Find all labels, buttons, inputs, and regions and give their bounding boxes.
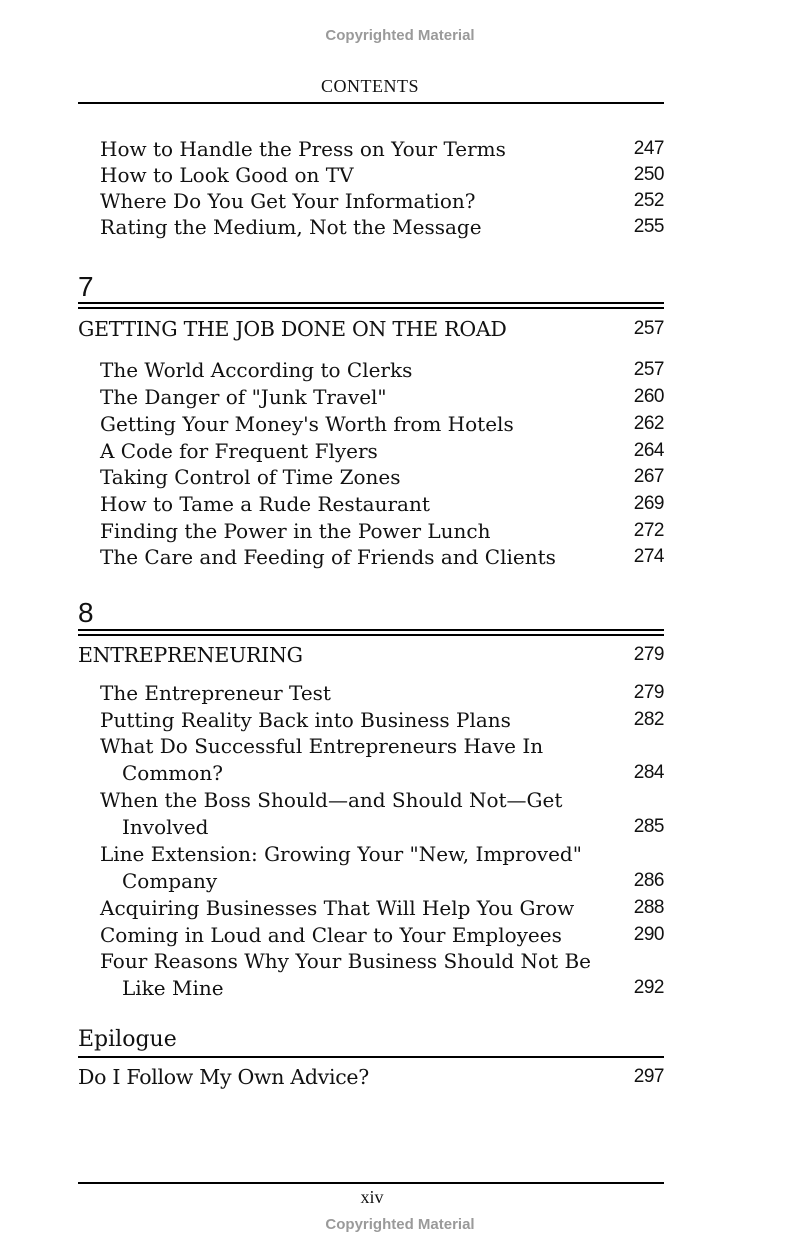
toc-entry-page: 272	[633, 520, 664, 541]
toc-entry-title: Getting Your Money's Worth from Hotels	[100, 412, 514, 436]
epilogue-label: Epilogue	[78, 1027, 177, 1052]
toc-entry-title: Putting Reality Back into Business Plans	[100, 708, 511, 732]
toc-entry-page: 267	[633, 466, 664, 487]
toc-entry-title-continued: Involved	[122, 815, 209, 839]
epilogue-title: Do I Follow My Own Advice?	[78, 1065, 369, 1089]
toc-entry-page: 292	[633, 977, 664, 998]
toc-entry-title: The Danger of "Junk Travel"	[100, 385, 387, 409]
toc-entry-page: 264	[633, 440, 664, 461]
toc-entry-title: Four Reasons Why Your Business Should Not Be	[100, 949, 592, 973]
running-header: CONTENTS	[321, 76, 419, 96]
toc-entry-title-continued: Common?	[122, 761, 223, 785]
toc-entry-page: 257	[633, 359, 664, 380]
toc-entry	[78, 214, 664, 240]
toc-entry-title: Line Extension: Growing Your "New, Improved"	[100, 842, 582, 866]
toc-entry	[78, 491, 664, 517]
chapter-page: 257	[633, 318, 664, 339]
toc-entry	[78, 438, 664, 464]
copyright-notice-top: Copyrighted Material	[325, 27, 475, 44]
toc-entry	[78, 922, 664, 948]
toc-entry-page: 250	[633, 164, 664, 185]
chapter-double-rule-top	[78, 302, 664, 304]
toc-entry-title: A Code for Frequent Flyers	[100, 439, 378, 463]
toc-entry	[78, 136, 664, 162]
chapter-title: ENTREPRENEURING	[78, 643, 303, 667]
toc-entry-page: 288	[633, 897, 664, 918]
toc-entry-title: Finding the Power in the Power Lunch	[100, 519, 491, 543]
toc-entry-continuation	[78, 975, 664, 1001]
toc-entry	[78, 544, 664, 570]
toc-entry-title: The World According to Clerks	[100, 358, 413, 382]
toc-entry	[78, 411, 664, 437]
header-rule	[78, 102, 664, 104]
toc-entry	[78, 895, 664, 921]
toc-entry-page: 269	[633, 493, 664, 514]
footer-rule	[78, 1182, 664, 1184]
chapter-title-row	[78, 315, 664, 343]
toc-entry	[78, 162, 664, 188]
toc-entry	[78, 680, 664, 706]
toc-entry-title: The Care and Feeding of Friends and Clients	[100, 545, 556, 569]
toc-entry	[78, 518, 664, 544]
toc-entry-page: 252	[633, 190, 664, 211]
toc-entry-page: 247	[633, 138, 664, 159]
toc-entry	[78, 948, 664, 974]
toc-entry-page: 286	[633, 870, 664, 891]
toc-entry-title: Taking Control of Time Zones	[100, 465, 401, 489]
epilogue-rule	[78, 1056, 664, 1058]
toc-entry-title: Acquiring Businesses That Will Help You Grow	[100, 896, 575, 920]
toc-entry	[78, 188, 664, 214]
toc-entry-page: 285	[633, 816, 664, 837]
page-folio: xiv	[360, 1187, 384, 1207]
toc-entry-title: How to Look Good on TV	[100, 163, 354, 187]
toc-entry-continuation	[78, 814, 664, 840]
toc-entry-page: 255	[633, 216, 664, 237]
toc-entry-page: 290	[633, 924, 664, 945]
chapter-number: 8	[78, 597, 94, 628]
toc-entry-page: 260	[633, 386, 664, 407]
toc-entry-continuation	[78, 760, 664, 786]
chapter-double-rule-top	[78, 629, 664, 631]
chapter-title-row	[78, 641, 664, 669]
epilogue-title-row	[78, 1063, 664, 1091]
epilogue-page: 297	[633, 1066, 664, 1087]
toc-entry-page: 284	[633, 762, 664, 783]
toc-entry	[78, 384, 664, 410]
chapter-title: GETTING THE JOB DONE ON THE ROAD	[78, 317, 507, 341]
toc-entry-title: How to Handle the Press on Your Terms	[100, 137, 506, 161]
toc-entry	[78, 841, 664, 867]
toc-entry	[78, 787, 664, 813]
toc-entry-page: 262	[633, 413, 664, 434]
toc-entry-title: How to Tame a Rude Restaurant	[100, 492, 430, 516]
toc-entry-title-continued: Company	[122, 869, 218, 893]
chapter-number: 7	[78, 271, 94, 302]
copyright-notice-bottom: Copyrighted Material	[325, 1216, 475, 1233]
toc-entry	[78, 733, 664, 759]
toc-entry-page: 279	[633, 682, 664, 703]
toc-entry-continuation	[78, 868, 664, 894]
toc-entry-title: Coming in Loud and Clear to Your Employees	[100, 923, 562, 947]
toc-entry	[78, 464, 664, 490]
toc-entry-title: When the Boss Should—and Should Not—Get	[100, 788, 563, 812]
chapter-page: 279	[633, 644, 664, 665]
toc-entry-title: The Entrepreneur Test	[100, 681, 331, 705]
chapter-double-rule-bottom	[78, 634, 664, 636]
chapter-double-rule-bottom	[78, 307, 664, 309]
toc-entry-title-continued: Like Mine	[122, 976, 224, 1000]
toc-entry-title: Where Do You Get Your Information?	[100, 189, 476, 213]
toc-entry-page: 282	[633, 709, 664, 730]
toc-entry-title: Rating the Medium, Not the Message	[100, 215, 482, 239]
toc-entry-page: 274	[633, 546, 664, 567]
toc-entry	[78, 707, 664, 733]
toc-entry	[78, 357, 664, 383]
toc-entry-title: What Do Successful Entrepreneurs Have In	[100, 734, 544, 758]
